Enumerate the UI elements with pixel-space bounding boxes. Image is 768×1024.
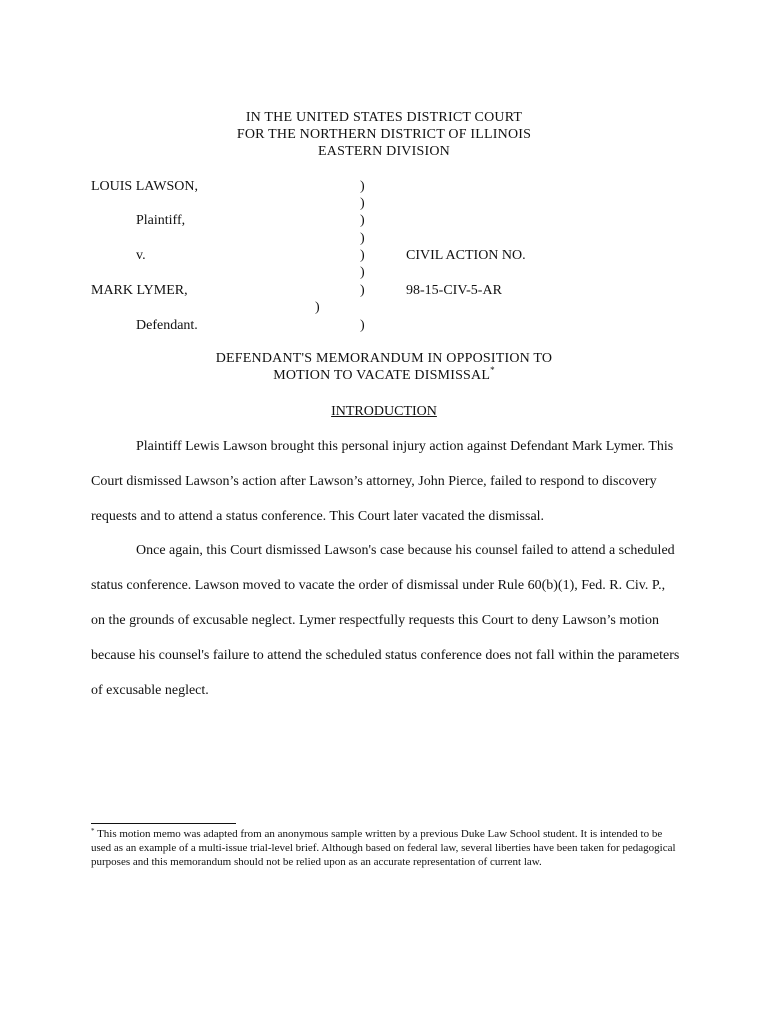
footnote-divider [91, 823, 236, 824]
section-heading: INTRODUCTION [331, 404, 437, 419]
civil-action-number: 98-15-CIV-5-AR [406, 283, 502, 298]
plaintiff-name: LOUIS LAWSON, [91, 179, 198, 194]
paragraph: Plaintiff Lewis Lawson brought this personal injury action against Defendant Mark Lymer. This Court dismissed Lawson’s action after Lawson’s attorney, John Pierce, failed to respond to discovery requests and to attend a status conference. This Court later vacated the dismissal. [91, 439, 674, 524]
memorandum-title [0, 350, 768, 384]
caption-paren: ) [360, 248, 365, 263]
title-line-2 [0, 367, 768, 384]
court-header [0, 109, 768, 160]
caption-paren: ) [360, 318, 365, 333]
court-division: EASTERN DIVISION [318, 144, 450, 159]
footnote [91, 827, 681, 870]
caption-paren: ) [360, 179, 365, 194]
caption-paren: ) [360, 213, 365, 228]
body-text [91, 430, 681, 708]
footnote-text: This motion memo was adapted from an anonymous sample written by a previous Duke Law School student. It is intended to be used as an example of a multi-issue trial-level brief. Although based on federal law, several liberties have been taken for pedagogical purposes and this memorandum should not be relied upon as an accurate representation of current law. [91, 828, 676, 869]
footnote-marker: * [91, 827, 95, 835]
plaintiff-role: Plaintiff, [136, 213, 186, 228]
title-line-1: DEFENDANT'S MEMORANDUM IN OPPOSITION TO [215, 351, 553, 366]
footnote-reference: * [490, 365, 495, 375]
defendant-name: MARK LYMER, [91, 283, 188, 298]
caption-paren: ) [360, 265, 365, 280]
caption-paren: ) [360, 283, 365, 298]
caption-paren: ) [360, 196, 365, 211]
court-name: IN THE UNITED STATES DISTRICT COURT [245, 110, 523, 125]
versus: v. [136, 248, 146, 263]
caption-paren: ) [315, 300, 320, 315]
caption-paren: ) [360, 231, 365, 246]
defendant-role: Defendant. [136, 318, 198, 333]
paragraph: Once again, this Court dismissed Lawson's case because his counsel failed to attend a scheduled status conference. Lawson moved to vacate the order of dismissal under Rule 60(b)(1), Fed. R. Civ. P., on the grounds of excusable neglect. Lymer respectfully requests this Court to deny Lawson’s motion because his counsel's failure to attend the scheduled status conference does not fall within the parameters of excusable neglect. [91, 543, 680, 698]
civil-action-label: CIVIL ACTION NO. [406, 248, 526, 263]
court-district: FOR THE NORTHERN DISTRICT OF ILLINOIS [236, 127, 532, 142]
title-line-2-text: MOTION TO VACATE DISMISSAL [273, 368, 491, 383]
